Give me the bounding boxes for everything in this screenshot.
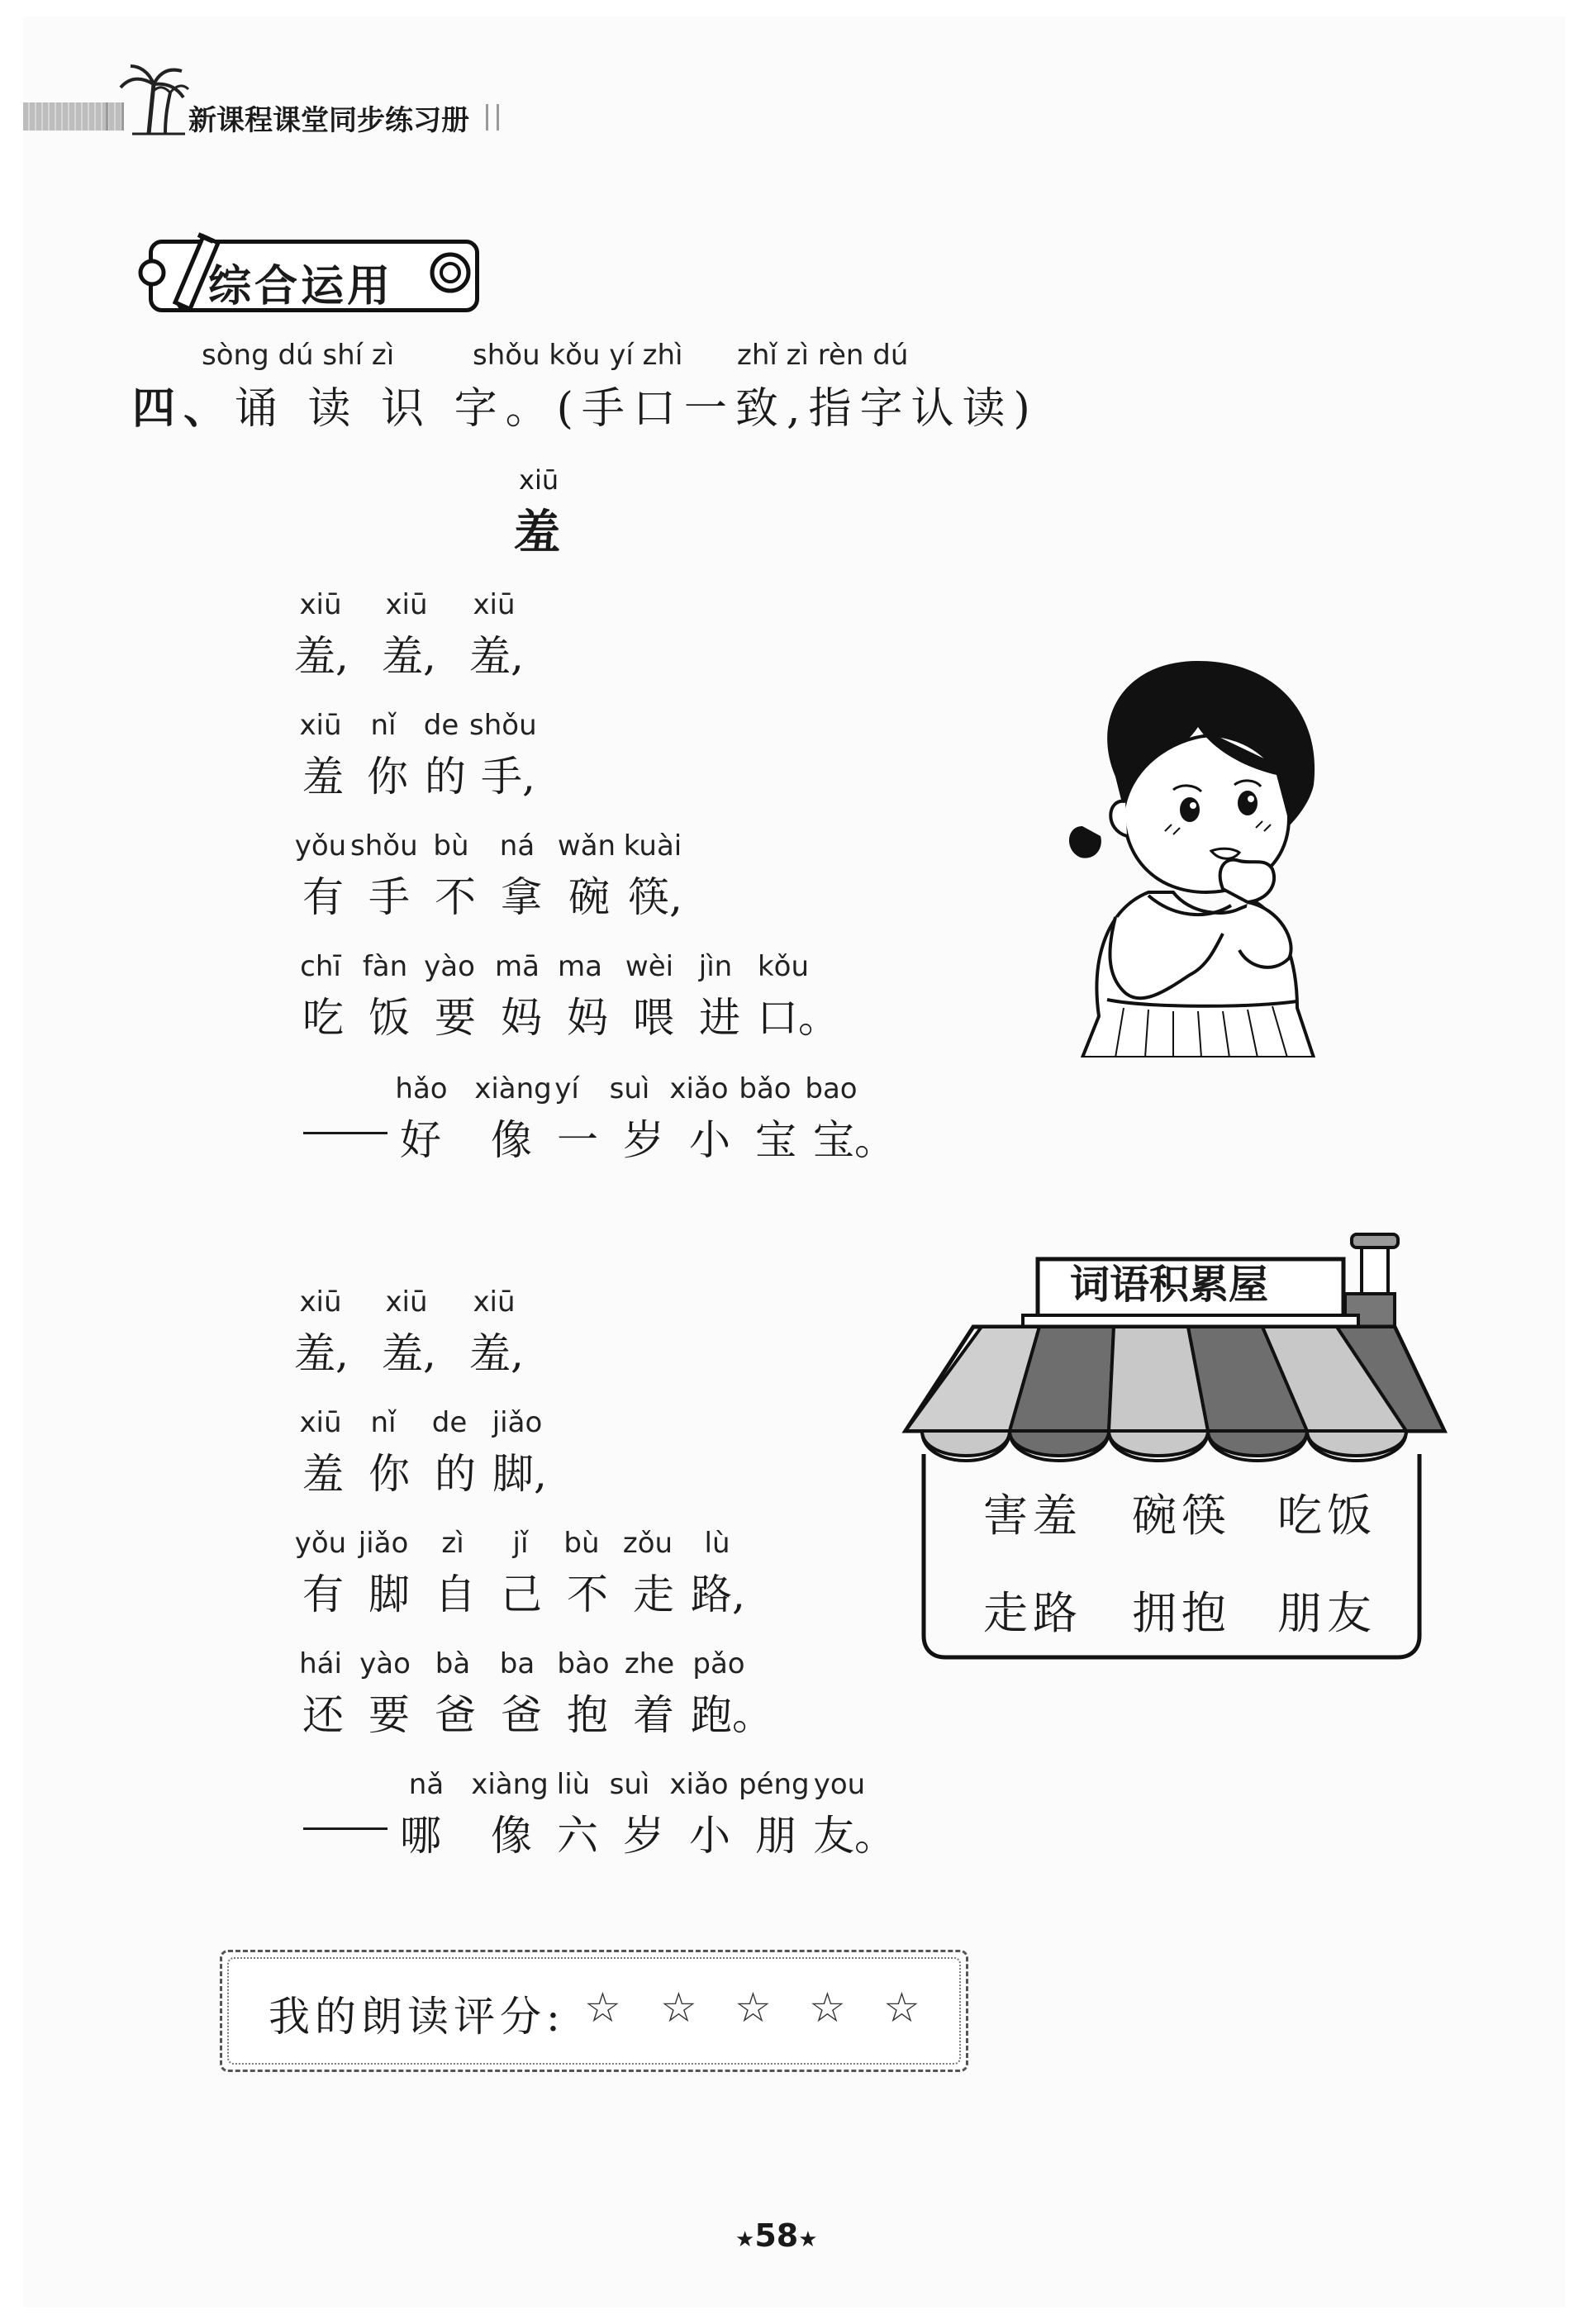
hanzi: 要 [435, 994, 476, 1042]
hanzi: 不 [567, 1571, 608, 1618]
hanzi: 跑。 [691, 1691, 773, 1739]
hanzi: 像 [491, 1116, 532, 1164]
hanzi: 抱 [567, 1691, 608, 1739]
pinyin: xiū [473, 1286, 516, 1319]
pinyin: nǐ [370, 1406, 397, 1439]
hanzi: 爸 [501, 1691, 542, 1739]
pinyin: zǒu [622, 1527, 673, 1560]
pinyin: yǒu [294, 1527, 347, 1560]
hanzi: 进 [699, 994, 740, 1042]
pinyin: zì [441, 1527, 464, 1560]
pinyin: de [423, 709, 459, 742]
hanzi: 脚 [368, 1571, 410, 1618]
pinyin: xiàng [474, 1072, 552, 1105]
pinyin: lù [704, 1527, 730, 1560]
hanzi: 你 [367, 753, 408, 801]
pinyin: fàn [362, 950, 408, 983]
pinyin: pǎo [692, 1647, 745, 1680]
pinyin: ba [499, 1647, 535, 1680]
hanzi: 不 [435, 873, 476, 921]
hanzi: 羞, [294, 1329, 349, 1377]
hanzi: 妈 [501, 994, 542, 1042]
girl-illustration [1049, 644, 1347, 1057]
hanzi: 羞, [382, 632, 436, 680]
pinyin: de [431, 1406, 468, 1439]
hanzi: 手 [368, 873, 410, 921]
hanzi: 小 [689, 1812, 730, 1860]
hanzi: 你 [368, 1450, 410, 1498]
pinyin: nǎ [408, 1768, 445, 1801]
hanzi: 哪 [400, 1812, 441, 1860]
pinyin: mā [495, 950, 540, 983]
rating-label: 我的朗读评分: [269, 1993, 565, 2041]
question-pinyin-left: sòng dú shí zì [202, 339, 395, 372]
badge-label: 综合运用 [208, 262, 394, 311]
hanzi: 自 [435, 1571, 476, 1618]
header-end-ticks [486, 104, 499, 131]
pinyin: suì [609, 1072, 650, 1105]
hanzi: 走 [633, 1571, 674, 1618]
page-number-value: 58 [754, 2217, 799, 2254]
star-icon[interactable]: ☆ [809, 1984, 846, 2032]
word-item: 害羞 [983, 1490, 1082, 1542]
hanzi: 筷, [628, 873, 682, 921]
hanzi: 的 [435, 1450, 476, 1498]
pinyin: xiū [473, 588, 516, 621]
pinyin: yào [359, 1647, 411, 1680]
pinyin: ma [558, 950, 602, 983]
question-number: 四、 [132, 384, 235, 434]
question-pinyin-mid: shǒu kǒu yí zhì [473, 339, 683, 372]
question-pinyin-right: zhǐ zì rèn dú [737, 339, 909, 372]
pinyin: xiū [299, 588, 342, 621]
dash-line [303, 1132, 387, 1134]
pinyin: shǒu [350, 829, 418, 863]
pinyin: wǎn [557, 829, 616, 863]
pinyin: bào [557, 1647, 610, 1680]
pinyin: nǐ [370, 709, 397, 742]
section-badge [132, 231, 479, 314]
pinyin: xiū [299, 709, 342, 742]
hanzi: 的 [425, 753, 466, 801]
hanzi: 羞, [469, 1329, 524, 1377]
hanzi: 像 [491, 1812, 532, 1860]
hanzi: 吃 [302, 994, 344, 1042]
pinyin: yào [424, 950, 475, 983]
question-text: 诵 读 识 字。 [235, 384, 557, 434]
word-item: 走路 [983, 1587, 1082, 1639]
pinyin: kuài [623, 829, 682, 863]
pinyin: suì [609, 1768, 650, 1801]
hanzi: 喂 [633, 994, 674, 1042]
hanzi: 口。 [757, 994, 839, 1042]
pinyin: hái [299, 1647, 342, 1680]
pinyin: ná [499, 829, 535, 863]
question-note-b: 口一致 [632, 384, 787, 434]
pinyin: xiǎo [669, 1768, 729, 1801]
pinyin: jiǎo [358, 1527, 409, 1560]
hanzi: 宝 [755, 1116, 796, 1164]
hanzi: 羞 [302, 753, 344, 801]
pinyin: liù [556, 1768, 591, 1801]
pinyin: bao [805, 1072, 858, 1105]
pinyin: zhe [624, 1647, 675, 1680]
hanzi: 好 [400, 1116, 441, 1164]
pinyin: wèi [625, 950, 674, 983]
pinyin: you [813, 1768, 866, 1801]
pinyin: yí [554, 1072, 579, 1105]
hanzi: 小 [689, 1116, 730, 1164]
hanzi: 六 [557, 1812, 598, 1860]
question-note-c: ,指字认读 [786, 384, 1014, 434]
poem-title: 羞 [514, 505, 560, 559]
pinyin: xiū [385, 1286, 428, 1319]
hanzi: 碗 [568, 873, 610, 921]
question-note-close: ) [1013, 384, 1039, 434]
hanzi: 还 [302, 1691, 344, 1739]
pinyin: kǒu [757, 950, 810, 983]
star-icon[interactable]: ☆ [584, 1984, 621, 2032]
hanzi: 要 [368, 1691, 410, 1739]
pinyin: bù [563, 1527, 600, 1560]
pinyin: xiǎo [669, 1072, 729, 1105]
hanzi: 羞 [302, 1450, 344, 1498]
pinyin: bù [433, 829, 469, 863]
reading-rating-box [220, 1950, 968, 2072]
star-decoration-icon: ★ [735, 2227, 755, 2252]
pinyin: jiǎo [492, 1406, 543, 1439]
word-item: 吃饭 [1277, 1490, 1376, 1542]
hanzi: 手, [481, 753, 535, 801]
pinyin: péng [739, 1768, 810, 1801]
hanzi: 路, [691, 1571, 745, 1618]
hanzi: 一 [557, 1116, 598, 1164]
hanzi: 妈 [567, 994, 608, 1042]
hanzi: 朋 [755, 1812, 796, 1860]
pinyin: chī [300, 950, 341, 983]
pinyin: hǎo [395, 1072, 448, 1105]
hanzi: 宝。 [813, 1116, 896, 1164]
star-icon[interactable]: ☆ [660, 1984, 697, 2032]
question-title [132, 373, 1039, 435]
dash-line [303, 1827, 387, 1830]
hanzi: 脚, [492, 1450, 547, 1498]
pinyin: jǐ [512, 1527, 529, 1560]
hanzi: 有 [302, 1571, 344, 1618]
hanzi: 友。 [813, 1812, 896, 1860]
question-note-a: 手 [581, 384, 633, 434]
star-decoration-icon: ★ [798, 2227, 818, 2252]
hanzi: 岁 [623, 1116, 664, 1164]
hanzi: 羞, [382, 1329, 436, 1377]
question-note-open: ( [556, 384, 582, 434]
word-house-sign: 词语积累屋 [1070, 1262, 1269, 1308]
pinyin: jìn [698, 950, 733, 983]
poem-title-pinyin: xiū [519, 464, 559, 496]
page-number [735, 2217, 818, 2254]
hanzi: 饭 [368, 994, 410, 1042]
word-item: 碗筷 [1132, 1490, 1231, 1542]
hanzi: 岁 [623, 1812, 664, 1860]
pinyin: shǒu [469, 709, 537, 742]
hanzi: 己 [501, 1571, 542, 1618]
star-icon[interactable]: ☆ [883, 1984, 920, 2032]
pinyin: xiū [299, 1406, 342, 1439]
pinyin: bà [435, 1647, 471, 1680]
pinyin: xiū [385, 588, 428, 621]
book-title: 新课程课堂同步练习册 [188, 104, 469, 137]
pinyin: bǎo [739, 1072, 792, 1105]
hanzi: 有 [302, 873, 344, 921]
hanzi: 着 [633, 1691, 674, 1739]
pinyin: yǒu [294, 829, 347, 863]
hanzi: 爸 [435, 1691, 476, 1739]
word-item: 朋友 [1277, 1587, 1376, 1639]
pinyin: xiàng [471, 1768, 549, 1801]
hanzi: 羞, [469, 632, 524, 680]
hanzi: 拿 [501, 873, 542, 921]
word-item: 拥抱 [1132, 1587, 1231, 1639]
palm-tree-icon [116, 59, 190, 135]
pinyin: xiū [299, 1286, 342, 1319]
hanzi: 羞, [294, 632, 349, 680]
star-icon[interactable]: ☆ [735, 1984, 772, 2032]
